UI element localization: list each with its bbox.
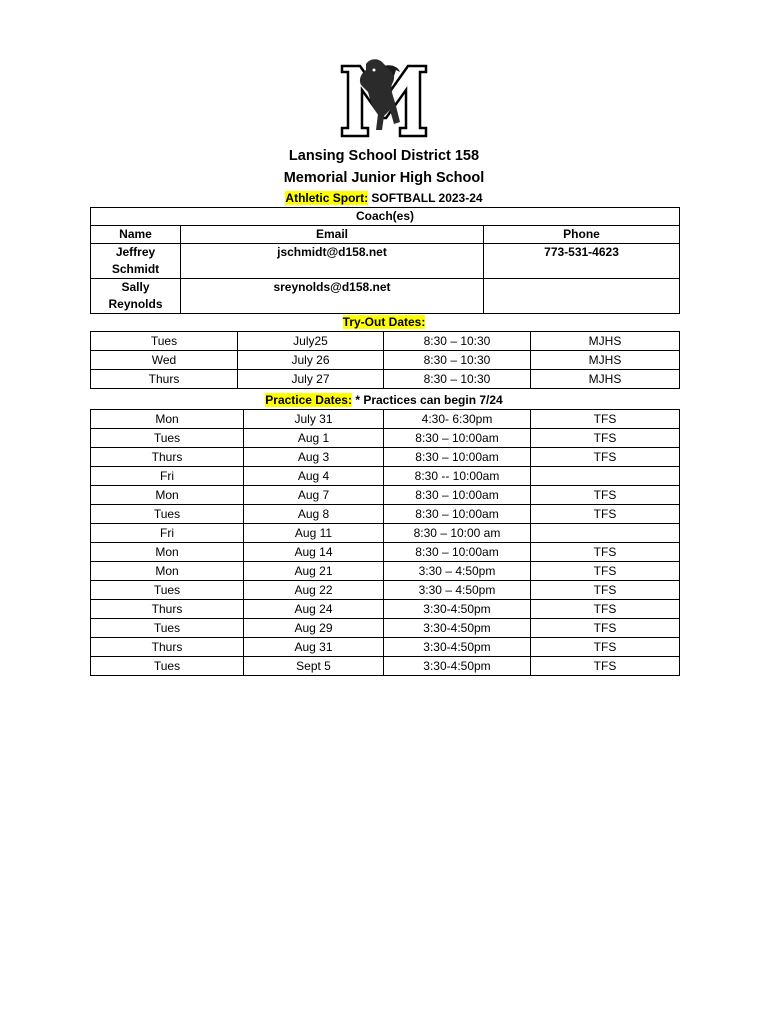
tryout-date: July 26 bbox=[238, 351, 384, 370]
coach-email: sreynolds@d158.net bbox=[181, 279, 484, 314]
practice-date: Aug 29 bbox=[244, 619, 384, 638]
practice-location: TFS bbox=[531, 486, 680, 505]
coach-row bbox=[91, 279, 680, 314]
practice-row bbox=[91, 505, 680, 524]
coach-header-row bbox=[91, 226, 680, 244]
tryout-time: 8:30 – 10:30 bbox=[384, 351, 531, 370]
mustang-m-logo-icon bbox=[338, 56, 430, 142]
tryout-location: MJHS bbox=[531, 332, 680, 351]
coach-name: Sally Reynolds bbox=[91, 279, 181, 314]
coach-phone: 773-531-4623 bbox=[484, 244, 680, 279]
tryout-day: Thurs bbox=[91, 370, 238, 389]
practice-location: TFS bbox=[531, 448, 680, 467]
practice-date: Aug 4 bbox=[244, 467, 384, 486]
tryout-row bbox=[91, 332, 680, 351]
practice-label: Practice Dates: bbox=[265, 393, 352, 407]
practice-time: 8:30 – 10:00am bbox=[384, 448, 531, 467]
practice-date: Aug 8 bbox=[244, 505, 384, 524]
practice-day: Mon bbox=[91, 562, 244, 581]
practice-date: Aug 1 bbox=[244, 429, 384, 448]
practice-location bbox=[531, 467, 680, 486]
tryout-label-line bbox=[0, 315, 768, 329]
practice-date: Aug 24 bbox=[244, 600, 384, 619]
practice-day: Mon bbox=[91, 543, 244, 562]
practice-location: TFS bbox=[531, 657, 680, 676]
practice-row bbox=[91, 657, 680, 676]
coach-section-title: Coach(es) bbox=[91, 208, 680, 226]
practice-date: Aug 22 bbox=[244, 581, 384, 600]
sport-line bbox=[0, 191, 768, 205]
practice-location: TFS bbox=[531, 638, 680, 657]
tryout-row bbox=[91, 370, 680, 389]
column-header: Name bbox=[91, 226, 181, 244]
practice-time: 8:30 – 10:00am bbox=[384, 429, 531, 448]
tryout-location: MJHS bbox=[531, 370, 680, 389]
practice-day: Tues bbox=[91, 429, 244, 448]
practice-time: 8:30 -- 10:00am bbox=[384, 467, 531, 486]
practice-date: Sept 5 bbox=[244, 657, 384, 676]
practice-day: Tues bbox=[91, 619, 244, 638]
practice-day: Fri bbox=[91, 467, 244, 486]
practice-date: Aug 11 bbox=[244, 524, 384, 543]
tryout-table bbox=[90, 331, 680, 389]
practice-table bbox=[90, 409, 680, 676]
practice-time: 3:30 – 4:50pm bbox=[384, 562, 531, 581]
practice-location: TFS bbox=[531, 562, 680, 581]
tryout-label: Try-Out Dates: bbox=[342, 315, 426, 329]
practice-location bbox=[531, 524, 680, 543]
practice-time: 3:30-4:50pm bbox=[384, 638, 531, 657]
coach-row bbox=[91, 244, 680, 279]
column-header: Phone bbox=[484, 226, 680, 244]
practice-location: TFS bbox=[531, 600, 680, 619]
practice-note: * Practices can begin 7/24 bbox=[351, 393, 503, 407]
district-title: Lansing School District 158 bbox=[288, 148, 480, 164]
school-title: Memorial Junior High School bbox=[283, 170, 485, 186]
tryout-date: July25 bbox=[238, 332, 384, 351]
practice-location: TFS bbox=[531, 543, 680, 562]
practice-row bbox=[91, 619, 680, 638]
coach-phone bbox=[484, 279, 680, 314]
practice-row bbox=[91, 524, 680, 543]
tryout-location: MJHS bbox=[531, 351, 680, 370]
practice-location: TFS bbox=[531, 410, 680, 429]
practice-row bbox=[91, 543, 680, 562]
practice-day: Mon bbox=[91, 410, 244, 429]
practice-time: 8:30 – 10:00am bbox=[384, 486, 531, 505]
practice-row bbox=[91, 410, 680, 429]
tryout-row bbox=[91, 351, 680, 370]
practice-date: Aug 31 bbox=[244, 638, 384, 657]
tryout-date: July 27 bbox=[238, 370, 384, 389]
practice-row bbox=[91, 581, 680, 600]
practice-date: Aug 7 bbox=[244, 486, 384, 505]
sport-value: SOFTBALL 2023-24 bbox=[371, 191, 483, 205]
coach-email: jschmidt@d158.net bbox=[181, 244, 484, 279]
practice-row bbox=[91, 638, 680, 657]
coach-table bbox=[90, 207, 680, 314]
practice-row bbox=[91, 429, 680, 448]
practice-day: Tues bbox=[91, 657, 244, 676]
practice-date: Aug 3 bbox=[244, 448, 384, 467]
practice-date: Aug 14 bbox=[244, 543, 384, 562]
practice-day: Tues bbox=[91, 581, 244, 600]
practice-day: Thurs bbox=[91, 600, 244, 619]
practice-date: July 31 bbox=[244, 410, 384, 429]
tryout-time: 8:30 – 10:30 bbox=[384, 370, 531, 389]
practice-time: 3:30-4:50pm bbox=[384, 657, 531, 676]
practice-location: TFS bbox=[531, 505, 680, 524]
practice-row bbox=[91, 467, 680, 486]
practice-time: 3:30-4:50pm bbox=[384, 619, 531, 638]
practice-day: Thurs bbox=[91, 448, 244, 467]
practice-time: 8:30 – 10:00am bbox=[384, 543, 531, 562]
practice-location: TFS bbox=[531, 619, 680, 638]
practice-row bbox=[91, 448, 680, 467]
practice-label-line bbox=[0, 393, 768, 407]
coach-name: Jeffrey Schmidt bbox=[91, 244, 181, 279]
practice-row bbox=[91, 600, 680, 619]
practice-time: 3:30-4:50pm bbox=[384, 600, 531, 619]
practice-location: TFS bbox=[531, 581, 680, 600]
practice-time: 4:30- 6:30pm bbox=[384, 410, 531, 429]
tryout-day: Tues bbox=[91, 332, 238, 351]
sport-label: Athletic Sport: bbox=[285, 191, 369, 205]
practice-row bbox=[91, 562, 680, 581]
column-header: Email bbox=[181, 226, 484, 244]
practice-day: Mon bbox=[91, 486, 244, 505]
tryout-time: 8:30 – 10:30 bbox=[384, 332, 531, 351]
practice-day: Fri bbox=[91, 524, 244, 543]
tryout-day: Wed bbox=[91, 351, 238, 370]
practice-location: TFS bbox=[531, 429, 680, 448]
practice-row bbox=[91, 486, 680, 505]
practice-date: Aug 21 bbox=[244, 562, 384, 581]
practice-day: Tues bbox=[91, 505, 244, 524]
practice-time: 3:30 – 4:50pm bbox=[384, 581, 531, 600]
practice-time: 8:30 – 10:00 am bbox=[384, 524, 531, 543]
practice-time: 8:30 – 10:00am bbox=[384, 505, 531, 524]
practice-day: Thurs bbox=[91, 638, 244, 657]
